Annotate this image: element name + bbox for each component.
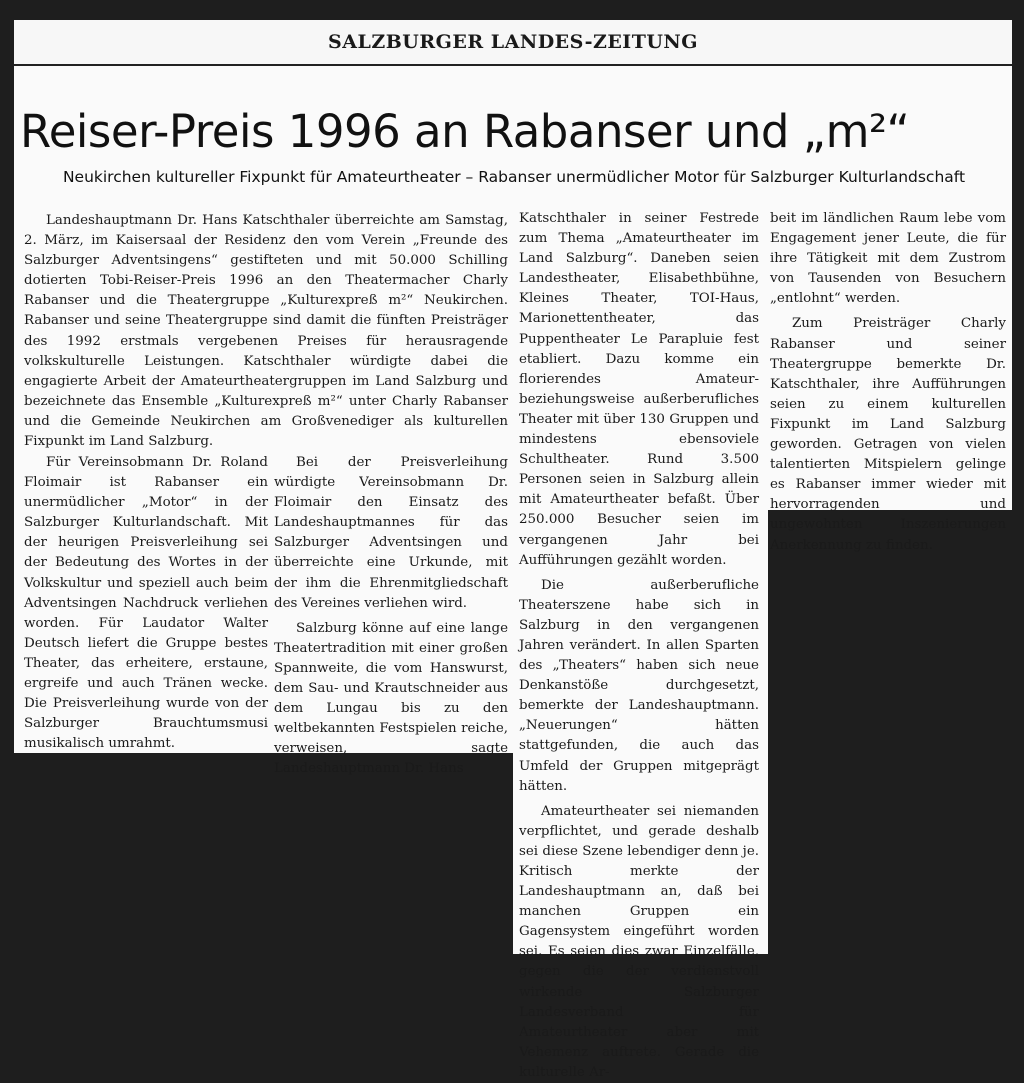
paragraph: Bei der Preisverleihung würdigte Vereinsobmann Dr. Floimair den Einsatz des Landeshauptmannes für das Salzburger Adventsingen und überreichte eine Urkunde, mit der ihm die Ehrenmitgliedschaft des Vereines verliehen wird.: [274, 455, 508, 611]
headline: Reiser-Preis 1996 an Rabanser und „m²“: [20, 105, 910, 158]
paragraph: beit im ländlichen Raum lebe vom Engagement jener Leute, die für ihre Tätigkeit mit dem Zustrom von Tausenden von Besuchern „entlohnt“ werden.: [770, 211, 1006, 307]
intro-paragraph: Landeshauptmann Dr. Hans Katschthaler überreichte am Samstag, 2. März, im Kaisersaal der Residenz den vom Verein „Freunde des Salzburger Adventsingens“ gestifteten und mit 50.000 Schilling dotierten Tobi-Reiser-Preis 1996 an den Theatermacher Charly Rabanser und die Theatergruppe „Kulturexpreß m²“ Neukirchen. Rabanser und seine Theatergruppe sind damit die fünften Preisträger des 1992 erstmals vergebenen Preises für herausragende volkskulturelle Leistungen. Katschthaler würdigte dabei die engagierte Arbeit der Amateurtheatergruppen im Land Salzburg und bezeichnete das Ensemble „Kulturexpreß m²“ unter Charly Rabanser und die Gemeinde Neukirchen am Großvenediger als kulturellen Fixpunkt im Land Salzburg.: [24, 213, 508, 450]
article-column-4: [770, 209, 1006, 553]
article-column-2: [274, 453, 508, 777]
article-column-3: [519, 209, 759, 1080]
intro-paragraph-column: [24, 211, 508, 450]
paragraph: Die außerberufliche Theaterszene habe sich in Salzburg in den vergangenen Jahren verändert. In allen Sparten des „Theaters“ haben sich neue Denkanstöße durchgesetzt, bemerkte der Landeshauptmann. „Neuerungen“ hätten stattgefunden, die auch das Umfeld der Gruppen mitgeprägt hätten.: [519, 577, 759, 794]
paragraph: Für Vereinsobmann Dr. Roland Floimair ist Rabanser ein unermüdlicher „Motor“ in der Salzburger Kulturlandschaft. Mit der heurigen Preisverleihung sei der Bedeutung des Wortes in der Volkskultur und speziell auch beim Adventsingen Nachdruck verliehen worden. Für Laudator Walter Deutsch liefert die Gruppe bestes Theater, das erheitere, erstaune, ergreife und auch Tränen wecke. Die Preisverleihung wurde von der Salzburger Brauchtumsmusi musikalisch umrahmt.: [24, 455, 268, 752]
subheadline: Neukirchen kultureller Fixpunkt für Amateurtheater – Rabanser unermüdlicher Motor für Salzburger Kulturlandschaft: [62, 168, 966, 186]
article-column-1: [24, 453, 268, 752]
paragraph: Salzburg könne auf eine lange Theatertradition mit einer großen Spannweite, die vom Hanswurst, dem Sau- und Krautschneider aus dem Lungau bis zu den weltbekannten Festspielen reiche, verweisen, sagte Landeshauptmann Dr. Hans: [274, 620, 508, 777]
masthead: SALZBURGER LANDES-ZEITUNG: [328, 31, 698, 53]
paragraph: Zum Preisträger Charly Rabanser und seiner Theatergruppe bemerkte Dr. Katschthaler, ihre Aufführungen seien zu einem kulturellen Fixpunkt im Land Salzburg geworden. Getragen von vielen talentierten Mitspielern gelinge es Rabanser immer wieder mit hervorragenden und ungewohnten Inszenierungen Anerkennung zu finden.: [770, 316, 1006, 553]
paragraph: Amateurtheater sei niemanden verpflichtet, und gerade deshalb sei diese Szene lebendiger denn je. Kritisch merkte der Landeshauptmann an, daß bei manchen Gruppen ein Gagensystem eingeführt worden sei. Es seien dies zwar Einzelfälle, gegen die der verdienstvoll wirkende Salzburger Landesverband für Amateurtheater aber mit Vehemenz auftrete. Gerade die kulturelle Ar-: [519, 803, 759, 1080]
masthead-strip: [14, 20, 1012, 66]
paragraph: Katschthaler in seiner Festrede zum Thema „Amateurtheater im Land Salzburg“. Daneben seien Landestheater, Elisabethbühne, Kleines Theater, TOI-Haus, Marionettentheater, das Puppentheater Le Parapluie fest etabliert. Dazu komme ein florierendes Amateur- beziehungsweise außerberufliches Theater mit über 130 Gruppen und mindestens ebensoviele Schultheater. Rund 3.500 Personen seien in Salzburg allein mit Amateurtheater befaßt. Über 250.000 Besucher seien im vergangenen Jahr bei Aufführungen gezählt worden.: [519, 211, 759, 568]
